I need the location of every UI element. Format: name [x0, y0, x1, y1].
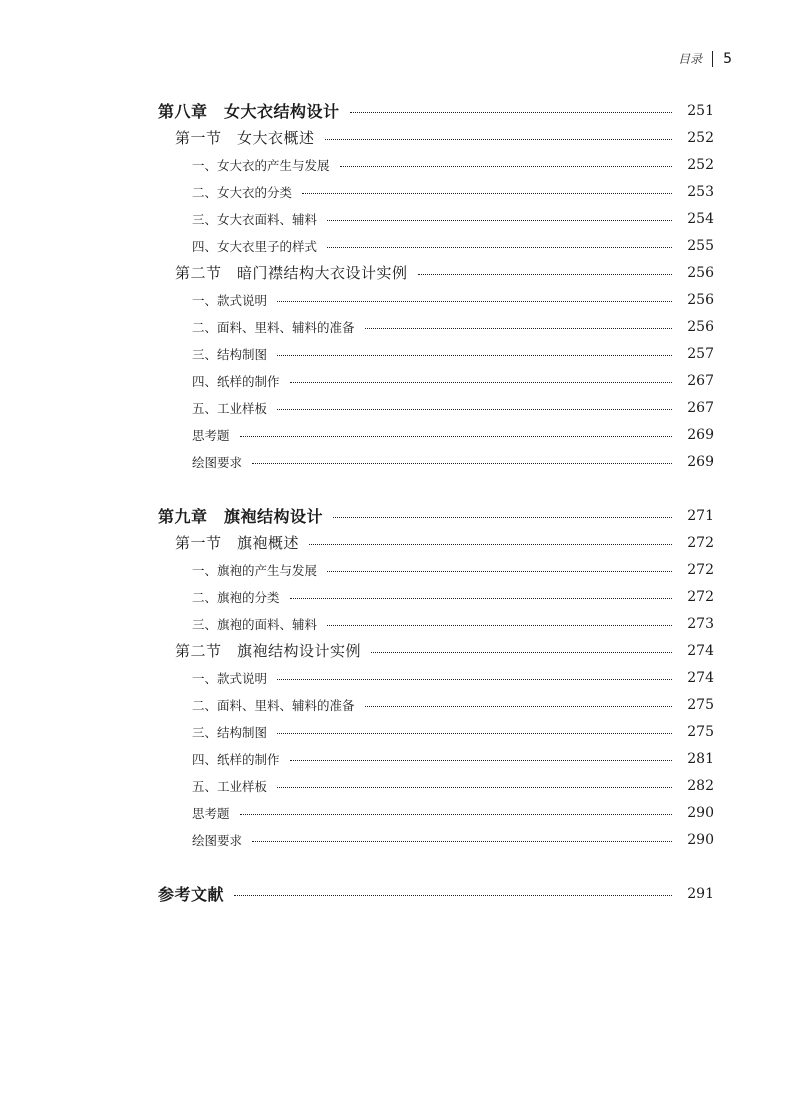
toc-item-title: 四、纸样的制作 [192, 751, 280, 767]
toc-page-number: 290 [687, 831, 714, 848]
toc-item-row[interactable] [158, 799, 714, 826]
toc-page-number: 269 [687, 453, 714, 470]
dot-leader [371, 652, 672, 653]
toc-item-title: 思考题 [192, 427, 230, 443]
toc-page-number: 255 [687, 237, 714, 254]
toc-page-number: 256 [687, 318, 714, 335]
toc-item-row[interactable] [158, 151, 714, 178]
dot-leader [277, 787, 672, 788]
dot-leader [277, 733, 672, 734]
toc-item-row[interactable] [158, 718, 714, 745]
dot-leader [240, 814, 672, 815]
toc-page-number: 254 [687, 210, 714, 227]
toc-page-number: 252 [687, 156, 714, 173]
toc-item-row[interactable] [158, 367, 714, 394]
toc-page-number: 274 [687, 669, 714, 686]
toc-item-title: 四、纸样的制作 [192, 373, 280, 389]
dot-leader [350, 112, 672, 113]
toc-page-number: 251 [687, 102, 714, 119]
toc-item-row[interactable] [158, 745, 714, 772]
toc-item-title: 一、款式说明 [192, 292, 268, 308]
toc-item-row[interactable] [158, 448, 714, 475]
toc-item-title: 二、面料、里料、辅料的准备 [192, 697, 355, 713]
table-of-contents [158, 97, 714, 907]
toc-item-row[interactable] [158, 313, 714, 340]
toc-page-number: 253 [687, 183, 714, 200]
toc-spacer [158, 853, 714, 880]
toc-item-row[interactable] [158, 772, 714, 799]
dot-leader [277, 409, 672, 410]
toc-page-number: 256 [687, 291, 714, 308]
toc-item-title: 五、工业样板 [192, 400, 268, 416]
running-header [678, 50, 732, 67]
toc-item-row[interactable] [158, 691, 714, 718]
toc-chapter-title: 参考文献 [158, 885, 225, 904]
toc-item-title: 三、女大衣面料、辅料 [192, 211, 318, 227]
toc-item-title: 一、款式说明 [192, 670, 268, 686]
toc-item-row[interactable] [158, 205, 714, 232]
toc-item-title: 一、旗袍的产生与发展 [192, 562, 318, 578]
dot-leader [327, 571, 672, 572]
dot-leader [252, 841, 672, 842]
toc-page-number: 275 [687, 723, 714, 740]
toc-section-row[interactable] [158, 529, 714, 556]
dot-leader [290, 760, 672, 761]
toc-spacer [158, 475, 714, 502]
toc-page-number: 274 [687, 642, 714, 659]
header-label: 目录 [678, 52, 703, 66]
dot-leader [325, 139, 672, 140]
toc-page-number: 267 [687, 372, 714, 389]
toc-page-number: 269 [687, 426, 714, 443]
dot-leader [240, 436, 672, 437]
toc-page-number: 281 [687, 750, 714, 767]
toc-page-number: 256 [687, 264, 714, 281]
toc-page-number: 275 [687, 696, 714, 713]
toc-item-title: 五、工业样板 [192, 778, 268, 794]
dot-leader [302, 193, 672, 194]
toc-item-row[interactable] [158, 610, 714, 637]
toc-item-row[interactable] [158, 556, 714, 583]
dot-leader [290, 598, 672, 599]
dot-leader [327, 220, 672, 221]
toc-section-title: 第二节 旗袍结构设计实例 [175, 642, 362, 660]
toc-item-title: 二、旗袍的分类 [192, 589, 280, 605]
dot-leader [327, 247, 672, 248]
toc-item-title: 二、面料、里料、辅料的准备 [192, 319, 355, 335]
toc-section-row[interactable] [158, 637, 714, 664]
toc-page-number: 252 [687, 129, 714, 146]
toc-item-title: 四、女大衣里子的样式 [192, 238, 318, 254]
toc-page-number: 272 [687, 534, 714, 551]
toc-chapter-title: 第八章 女大衣结构设计 [158, 102, 340, 121]
toc-section-row[interactable] [158, 259, 714, 286]
toc-page-number: 291 [687, 885, 714, 902]
page-number: 5 [723, 50, 732, 67]
toc-chapter-row[interactable] [158, 97, 714, 124]
dot-leader [234, 895, 672, 896]
toc-page-number: 272 [687, 561, 714, 578]
dot-leader [290, 382, 672, 383]
dot-leader [333, 517, 672, 518]
dot-leader [365, 328, 672, 329]
toc-item-row[interactable] [158, 286, 714, 313]
dot-leader [327, 625, 672, 626]
toc-item-title: 三、旗袍的面料、辅料 [192, 616, 318, 632]
toc-item-row[interactable] [158, 826, 714, 853]
toc-item-title: 二、女大衣的分类 [192, 184, 293, 200]
dot-leader [277, 355, 672, 356]
dot-leader [277, 301, 672, 302]
toc-item-row[interactable] [158, 583, 714, 610]
toc-chapter-title: 第九章 旗袍结构设计 [158, 507, 324, 526]
dot-leader [340, 166, 672, 167]
toc-item-row[interactable] [158, 421, 714, 448]
toc-section-row[interactable] [158, 124, 714, 151]
toc-chapter-row[interactable] [158, 502, 714, 529]
header-divider [712, 51, 713, 67]
toc-item-row[interactable] [158, 232, 714, 259]
toc-page-number: 272 [687, 588, 714, 605]
toc-section-title: 第二节 暗门襟结构大衣设计实例 [175, 264, 408, 282]
toc-item-title: 三、结构制图 [192, 346, 268, 362]
toc-page-number: 271 [687, 507, 714, 524]
toc-item-title: 绘图要求 [192, 832, 243, 848]
toc-item-title: 绘图要求 [192, 454, 243, 470]
toc-item-row[interactable] [158, 340, 714, 367]
toc-page-number: 282 [687, 777, 714, 794]
toc-page-number: 257 [687, 345, 714, 362]
toc-page-number: 290 [687, 804, 714, 821]
toc-item-row[interactable] [158, 178, 714, 205]
toc-section-title: 第一节 旗袍概述 [175, 534, 300, 552]
dot-leader [365, 706, 672, 707]
dot-leader [418, 274, 672, 275]
toc-chapter-row[interactable] [158, 880, 714, 907]
dot-leader [252, 463, 672, 464]
toc-item-row[interactable] [158, 664, 714, 691]
toc-item-title: 一、女大衣的产生与发展 [192, 157, 330, 173]
dot-leader [309, 544, 672, 545]
toc-item-row[interactable] [158, 394, 714, 421]
toc-page-number: 273 [687, 615, 714, 632]
toc-section-title: 第一节 女大衣概述 [175, 129, 315, 147]
toc-page-number: 267 [687, 399, 714, 416]
toc-item-title: 三、结构制图 [192, 724, 268, 740]
toc-item-title: 思考题 [192, 805, 230, 821]
dot-leader [277, 679, 672, 680]
